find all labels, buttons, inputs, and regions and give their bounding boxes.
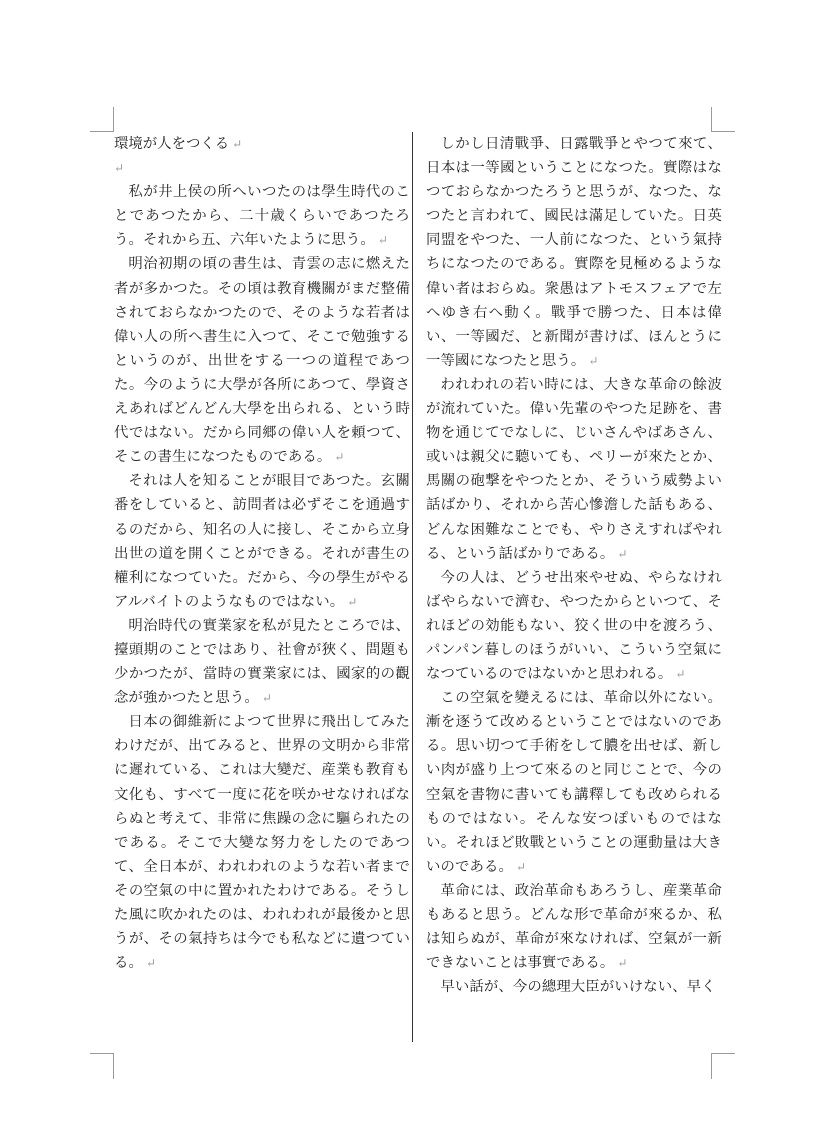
- crop-mark-bottom-left-v: [113, 1053, 114, 1079]
- paragraph: われわれの若い時には、大きな革命の餘波が流れていた。偉い先輩のやつた足跡を、書物を通じてでなしに、じいさんやばあさん、或いは親父に聽いても、ペリーが來たとか、馬關の砲撃をやつたとか、そういう威勢よい話ばかり、それから苦心慘澹した話もある、どんな困難なことでも、やりさえすればやれる、という話ばかりである。 ↵: [426, 376, 722, 562]
- crop-mark-bottom-right-v: [711, 1053, 712, 1079]
- paragraph-mark-icon: ↵: [334, 450, 345, 465]
- paragraph: 明治時代の實業家を私が見たところでは、擡頭期のことではあり、社會が狹く、問題も少かつたが、當時の實業家には、國家的の觀念が強かつたと思う。 ↵: [114, 617, 410, 707]
- paragraph: 明治初期の頃の書生は、青雲の志に燃えた者が多かつた。その頃は教育機關がまだ整備されておらなかつたので、そのような若者は偉い人の所へ書生に入つて、そこで勉強するというのが、出世をする一つの道程であつた。今のように大學が各所にあつて、學資さえあればどんどん大學を出られる、という時代ではない。だから同郷の偉い人を頼つて、そこの書生になつたものである。 ↵: [114, 256, 410, 466]
- paragraph-mark-icon: ↵: [617, 546, 628, 561]
- crop-mark-bottom-right-h: [711, 1053, 735, 1054]
- crop-mark-bottom-left-h: [90, 1053, 114, 1054]
- paragraph-mark-icon: ↵: [515, 859, 527, 874]
- column-divider: [412, 132, 413, 1042]
- paragraph: 今の人は、どうせ出來やせぬ、やらなければやらないで濟む、やつたからといつて、それほどの効能もない、狡く世の中を渡ろう、パンパン暮しのほうがいい、こういう空氣になつているのではないかと思われる。 ↵: [426, 569, 722, 683]
- right-column: [426, 132, 722, 999]
- crop-mark-top-left-v: [113, 107, 114, 132]
- paragraph-mark-icon: ↵: [617, 956, 628, 971]
- document-title: 環境が人をつくる ↵: [114, 136, 243, 152]
- paragraph-mark-icon: ↵: [588, 353, 599, 368]
- empty-paragraph: [114, 156, 410, 180]
- left-column: [114, 132, 410, 975]
- paragraph: 革命には、政治革命もあろうし、産業革命もあると思う。どんな形で革命が來るか、私は知らぬが、革命が來なければ、空氣が一新できないことは事實である。 ↵: [426, 882, 722, 972]
- paragraph: 早い話が、今の總理大臣がいけない、早く: [440, 979, 716, 996]
- crop-mark-top-right-v: [711, 107, 712, 132]
- crop-mark-top-left-h: [90, 131, 114, 132]
- paragraph: この空氣を變えるには、革命以外にない。漸を逐うて改めるということではないのである。思い切つて手術をして膿を出せば、新しい肉が盛り上つて來るのと同じことで、今の空氣を書物に書いても講釋しても改められるものではない。そんな安つぽいものではない。それほど敗戰ということの運動量は大きいのである。 ↵: [426, 690, 722, 875]
- paragraph-mark-icon: ↵: [145, 956, 157, 971]
- paragraph: 私が井上侯の所へいつたのは學生時代のことであつたから、二十歳くらいであつたろう。それから五、六年いたように思う。 ↵: [114, 184, 410, 249]
- paragraph-mark-icon: ↵: [675, 667, 686, 682]
- paragraph-mark-icon: ↵: [232, 137, 243, 151]
- paragraph-mark-icon: ↵: [347, 594, 358, 609]
- paragraph-mark-icon: ↵: [377, 233, 388, 248]
- paragraph: 日本の御維新によつて世界に飛出してみたわけだが、出てみると、世界の文明から非常に遲れている、これは大變だ、産業も教育も文化も、すべて一度に花を咲かせなければならぬと考えて、非常に焦躁の念に驅られたのである。そこで大變な努力をしたのであつて、全日本が、われわれのような若い者までその空氣の中に置かれたわけである。そうした風に吹かれたのは、われわれが最後かと思うが、その氣持ちは今でも私などに遺つている。 ↵: [114, 714, 410, 972]
- paragraph: それは人を知ることが眼目であつた。玄關番をしていると、訪問者は必ずそこを通過するのだから、知名の人に接し、そこから立身出世の道を開くことができる。それが書生の權利になつていた。だから、今の學生がやるアルバイトのようなものではない。 ↵: [114, 473, 410, 610]
- paragraph-mark-icon: ↵: [114, 161, 125, 176]
- paragraph: しかし日清戰爭、日露戰爭とやつて來て、日本は一等國ということになつた。實際はなつておらなかつたろうと思うが、なつた、なつたと言われて、國民は滿足していた。日英同盟をやつた、一人前になつた、という氣持ちになつたのである。實際を見極めるような偉い者はおらぬ。衆愚はアトモスフェアで左へゆき右へ動く。戰爭で勝つた、日本は偉い、一等國だ、と新聞が書けば、ほんとうに一等國になつたと思う。 ↵: [426, 136, 722, 369]
- paragraph-mark-icon: ↵: [261, 691, 273, 706]
